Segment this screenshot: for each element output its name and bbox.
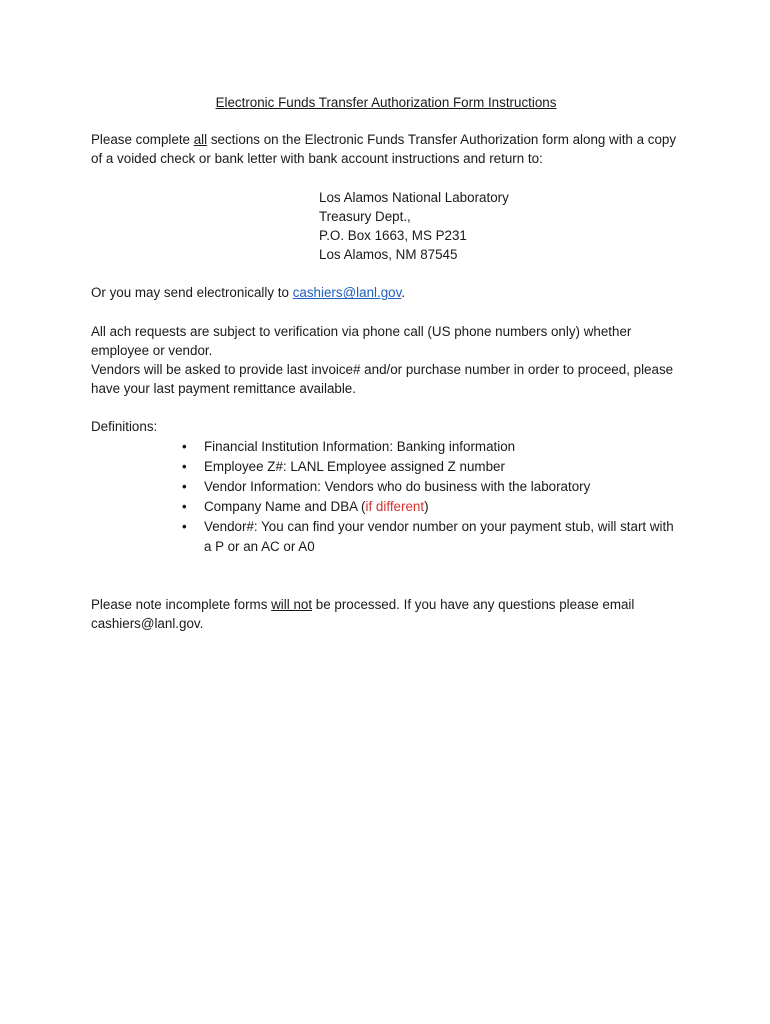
electronic-text-start: Or you may send electronically to bbox=[91, 285, 293, 301]
address-line: Los Alamos National Laboratory bbox=[319, 189, 509, 205]
intro-text-start: Please complete bbox=[91, 132, 194, 148]
vendor-invoice-paragraph: Vendors will be asked to provide last invoice# and/or purchase number in order to proceed, please have your last payment remittance available. bbox=[91, 362, 674, 397]
definition-text-end: ) bbox=[424, 499, 429, 515]
list-item bbox=[182, 437, 681, 456]
electronic-paragraph bbox=[91, 283, 681, 302]
intro-underlined-all: all bbox=[193, 132, 208, 148]
bullet-icon: • bbox=[182, 519, 187, 535]
bullet-icon: • bbox=[182, 438, 187, 454]
bullet-icon: • bbox=[182, 479, 187, 495]
bullet-icon: • bbox=[182, 499, 187, 515]
definition-text: Vendor#: You can find your vendor number on your payment stub, will start with a P or an AC or A0 bbox=[204, 519, 674, 554]
electronic-text-end: . bbox=[401, 285, 406, 301]
bullet-icon: • bbox=[182, 458, 187, 474]
list-item bbox=[182, 497, 681, 516]
address-line: P.O. Box 1663, MS P231 bbox=[319, 228, 467, 244]
address-line: Los Alamos, NM 87545 bbox=[319, 247, 458, 263]
if-different-highlight: if different bbox=[365, 499, 425, 515]
document-body bbox=[91, 93, 681, 633]
definition-text: Employee Z#: LANL Employee assigned Z number bbox=[204, 458, 505, 474]
document-title: Electronic Funds Transfer Authorization Form Instructions bbox=[215, 95, 557, 110]
spacer bbox=[91, 557, 681, 595]
list-item bbox=[182, 457, 681, 476]
intro-paragraph bbox=[91, 130, 681, 168]
address-line: Treasury Dept., bbox=[319, 208, 411, 224]
intro-text-end: sections on the Electronic Funds Transfer Authorization form along with a copy of a voided check or bank letter with bank account instructions and return to: bbox=[91, 132, 677, 167]
definitions-list bbox=[91, 437, 681, 556]
list-item bbox=[182, 517, 681, 555]
definition-text: Vendor Information: Vendors who do business with the laboratory bbox=[204, 479, 591, 495]
definitions-heading: Definitions: bbox=[91, 419, 158, 435]
definition-text-start: Company Name and DBA ( bbox=[204, 499, 366, 515]
closing-underlined-will-not: will not bbox=[271, 596, 313, 612]
closing-text-end: be processed. If you have any questions please email cashiers@lanl.gov. bbox=[91, 596, 635, 632]
verification-paragraph: All ach requests are subject to verification via phone call (US phone numbers only) whether employee or vendor. bbox=[91, 323, 632, 358]
list-item bbox=[182, 477, 681, 496]
cashiers-email-link[interactable]: cashiers@lanl.gov bbox=[292, 285, 402, 301]
mailing-address bbox=[319, 188, 681, 265]
definition-text: Financial Institution Information: Banking information bbox=[204, 438, 516, 454]
closing-paragraph bbox=[91, 595, 681, 633]
closing-text-start: Please note incomplete forms bbox=[91, 596, 272, 612]
